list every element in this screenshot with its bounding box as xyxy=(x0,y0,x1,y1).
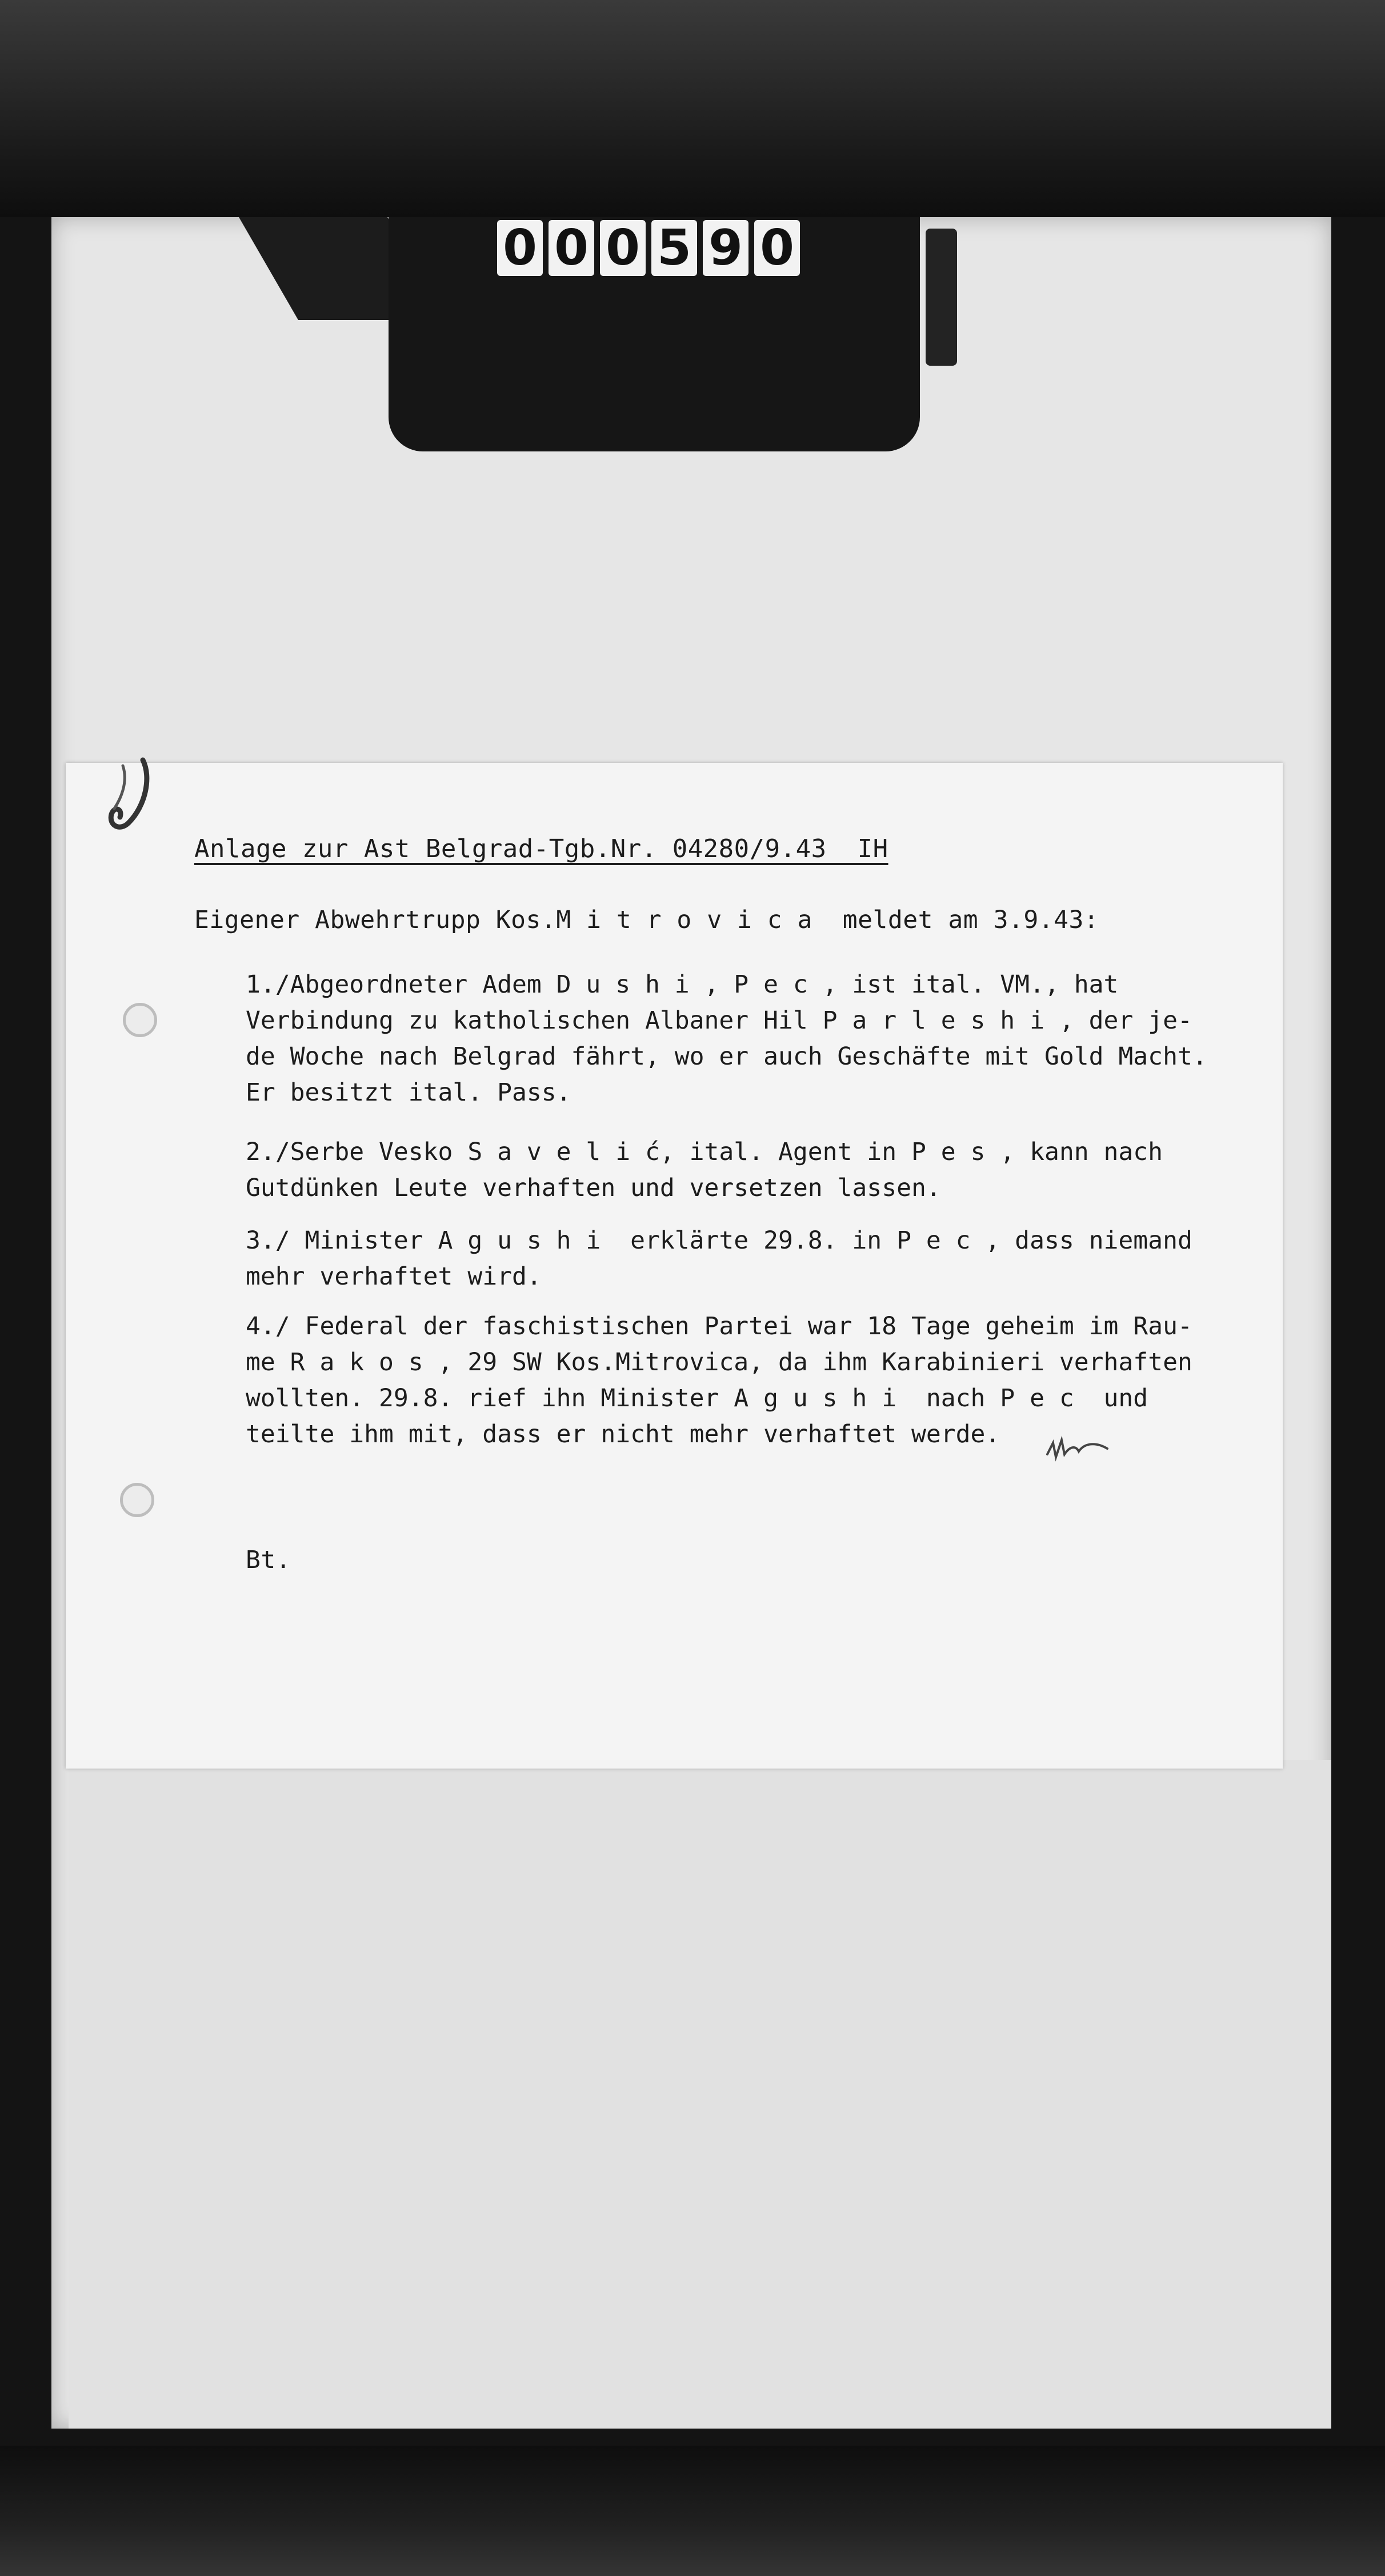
backing-page-lower xyxy=(69,1760,1331,2429)
reference-line: Anlage zur Ast Belgrad-Tgb.Nr. 04280/9.43 IH xyxy=(194,834,888,863)
counter-digit: 9 xyxy=(703,220,748,276)
film-border-bottom xyxy=(0,2446,1385,2576)
handwritten-initials xyxy=(1044,1431,1113,1466)
paragraph-line: me R a k o s , 29 SW Kos.Mitrovica, da ihm Karabinieri verhaften xyxy=(246,1348,1192,1377)
paragraph-line: Er besitzt ital. Pass. xyxy=(246,1078,571,1107)
paragraph-1 xyxy=(246,967,1207,1111)
frame-counter-digits xyxy=(497,220,800,277)
intro-line: Eigener Abwehrtrupp Kos.M i t r o v i c a meldet am 3.9.43: xyxy=(194,906,1099,934)
paragraph-line: 1./Abgeordneter Adem D u s h i , P e c , ist ital. VM., hat xyxy=(246,970,1119,999)
counter-digit: 0 xyxy=(549,220,594,276)
paragraph-line: wollten. 29.8. rief ihn Minister A g u s h i nach P e c und xyxy=(246,1384,1148,1413)
paragraph-line: Gutdünken Leute verhaften und versetzen lassen. xyxy=(246,1174,941,1202)
paragraph-line: 4./ Federal der faschistischen Partei war 18 Tage geheim im Rau- xyxy=(246,1312,1192,1341)
counter-digit: 5 xyxy=(651,220,697,276)
paragraph-3 xyxy=(246,1223,1192,1295)
counter-digit: 0 xyxy=(497,220,543,276)
signature-abbreviation: Bt. xyxy=(246,1546,291,1574)
counter-knob xyxy=(926,229,957,366)
paragraph-line: mehr verhaftet wird. xyxy=(246,1262,542,1291)
counter-digit: 0 xyxy=(754,220,800,276)
paragraph-2 xyxy=(246,1134,1163,1206)
film-border-top xyxy=(0,0,1385,217)
counter-digit: 0 xyxy=(600,220,646,276)
paragraph-line: de Woche nach Belgrad fährt, wo er auch Geschäfte mit Gold Macht. xyxy=(246,1042,1207,1071)
paragraph-line: 2./Serbe Vesko S a v e l i ć, ital. Agent in P e s , kann nach xyxy=(246,1138,1163,1166)
paragraph-line: teilte ihm mit, dass er nicht mehr verhaftet werde. xyxy=(246,1420,1000,1449)
punch-hole-bottom xyxy=(120,1483,154,1517)
pencil-mark xyxy=(89,754,174,846)
paragraph-line: Verbindung zu katholischen Albaner Hil P a r l e s h i , der je- xyxy=(246,1006,1192,1035)
paragraph-line: 3./ Minister A g u s h i erklärte 29.8. in P e c , dass niemand xyxy=(246,1226,1192,1255)
punch-hole-top xyxy=(123,1003,157,1037)
